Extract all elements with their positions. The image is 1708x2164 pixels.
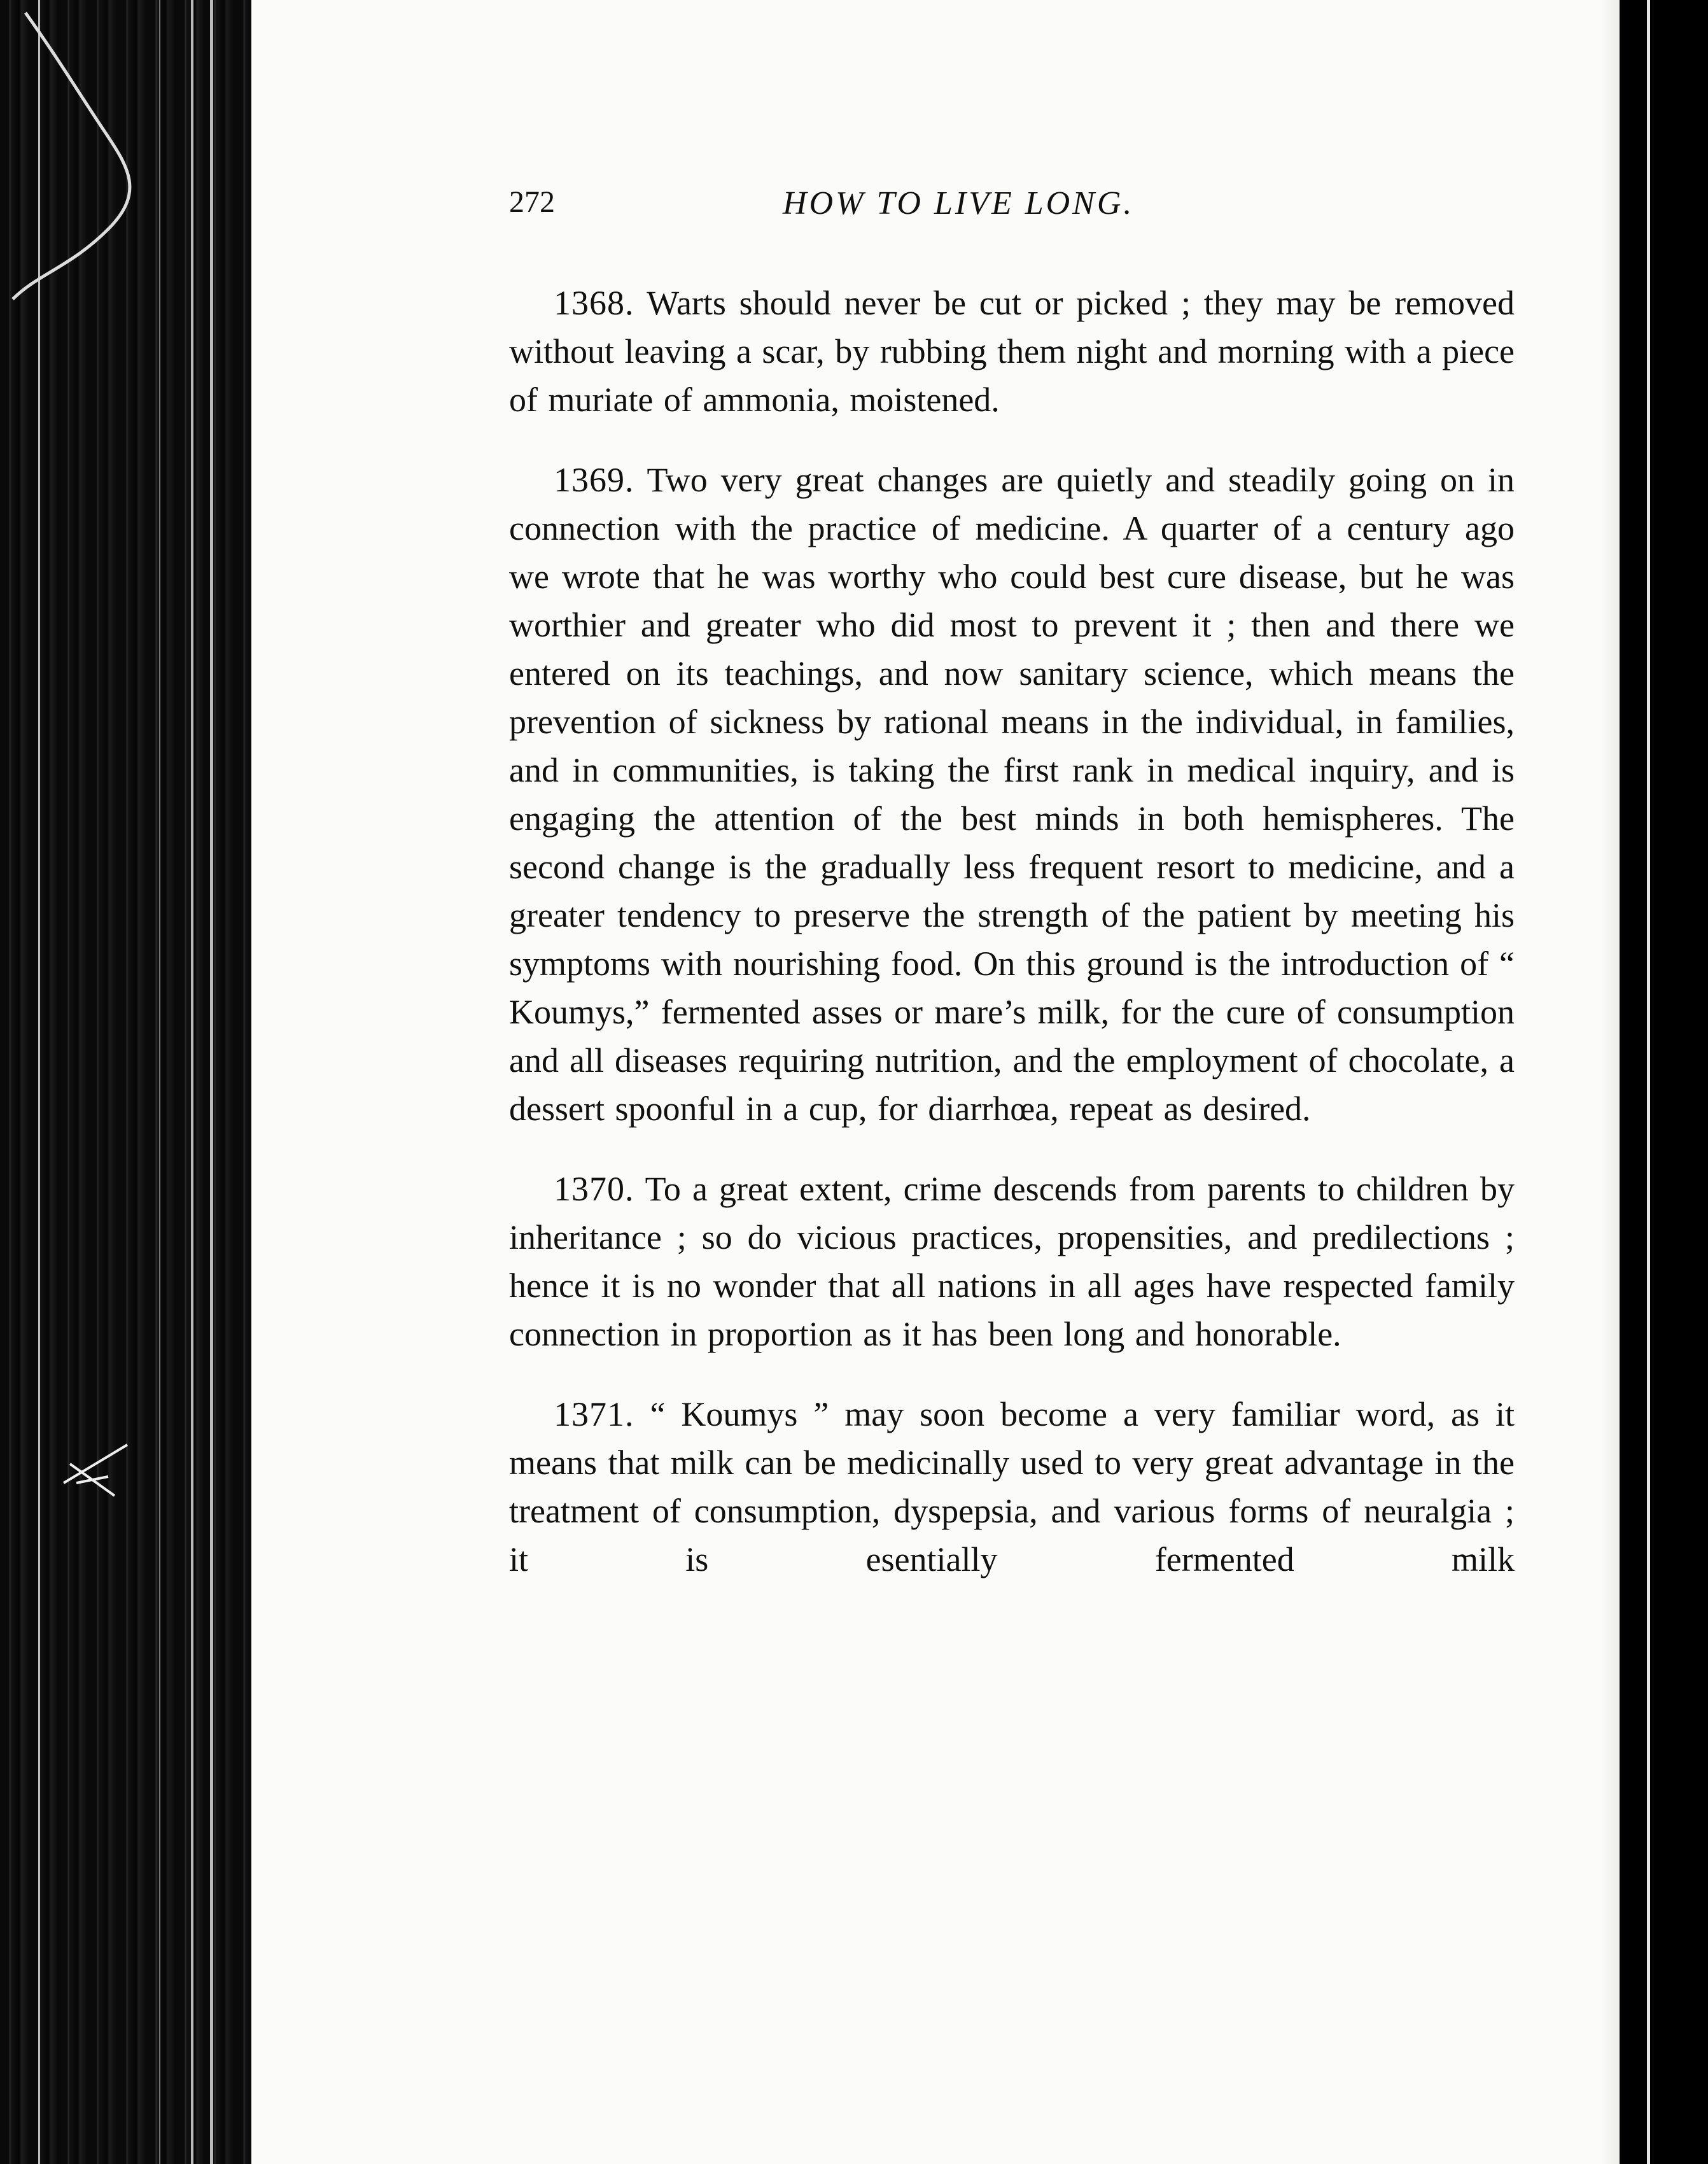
paragraph-1371 [509, 1390, 1515, 1584]
page-text-block [509, 185, 1515, 1615]
book-spine [0, 0, 251, 2164]
paragraph-number: 1369. [554, 461, 634, 499]
paragraph-number: 1371. [554, 1395, 634, 1433]
page-header [509, 185, 1515, 229]
right-margin-strip [1620, 0, 1708, 2164]
right-margin-line [1647, 0, 1650, 2164]
paragraph-text: “ Koumys ” may soon become a very familiar word, as it means that milk can be medicinally used to very great advantage in the treatment of consumption, dyspepsia, and various forms of neuralgia ; it is esentially fermented milk [509, 1395, 1515, 1578]
paragraph-1369 [509, 456, 1515, 1133]
paragraph-1368 [509, 279, 1515, 424]
paragraph-1370 [509, 1165, 1515, 1358]
paragraph-text: Two very great changes are quietly and steadily going on in connection with the practice of medicine. A quarter of a century ago we wrote that he was worthy who could best cure disease, but he was worthier and greater who did most to prevent it ; then and there we entered on its teachings, and now sanitary science, which means the prevention of sickness by rational means in the individual, in families, and in communities, is taking the first rank in medical inquiry, and is engaging the attention of the best minds in both hemispheres. The second change is the gradually less frequent resort to medicine, and a greater tendency to preserve the strength of the patient by meeting his symptoms with nourishing food. On this ground is the introduction of “ Koumys,” fermented asses or mare’s milk, for the cure of consumption and all diseases requiring nutrition, and the employment of chocolate, a dessert spoonful in a cup, for diarrhœa, repeat as desired. [509, 461, 1515, 1128]
paragraph-text: To a great extent, crime descends from parents to children by inheritance ; so do vicious practices, propensities, and predilections ; hence it is no wonder that all nations in all ages have respected family connection in proportion as it has been long and honorable. [509, 1170, 1515, 1353]
running-title: HOW TO LIVE LONG. [783, 185, 1135, 221]
paragraph-number: 1370. [554, 1170, 634, 1208]
paragraph-text: Warts should never be cut or picked ; they may be removed without leaving a scar, by rubbing them night and morning with a piece of muriate of ammonia, moistened. [509, 284, 1515, 419]
page-edge-shadow [1600, 0, 1620, 2164]
binding-thread [0, 0, 251, 2164]
paragraph-number: 1368. [554, 284, 634, 322]
page-number: 272 [509, 185, 555, 219]
